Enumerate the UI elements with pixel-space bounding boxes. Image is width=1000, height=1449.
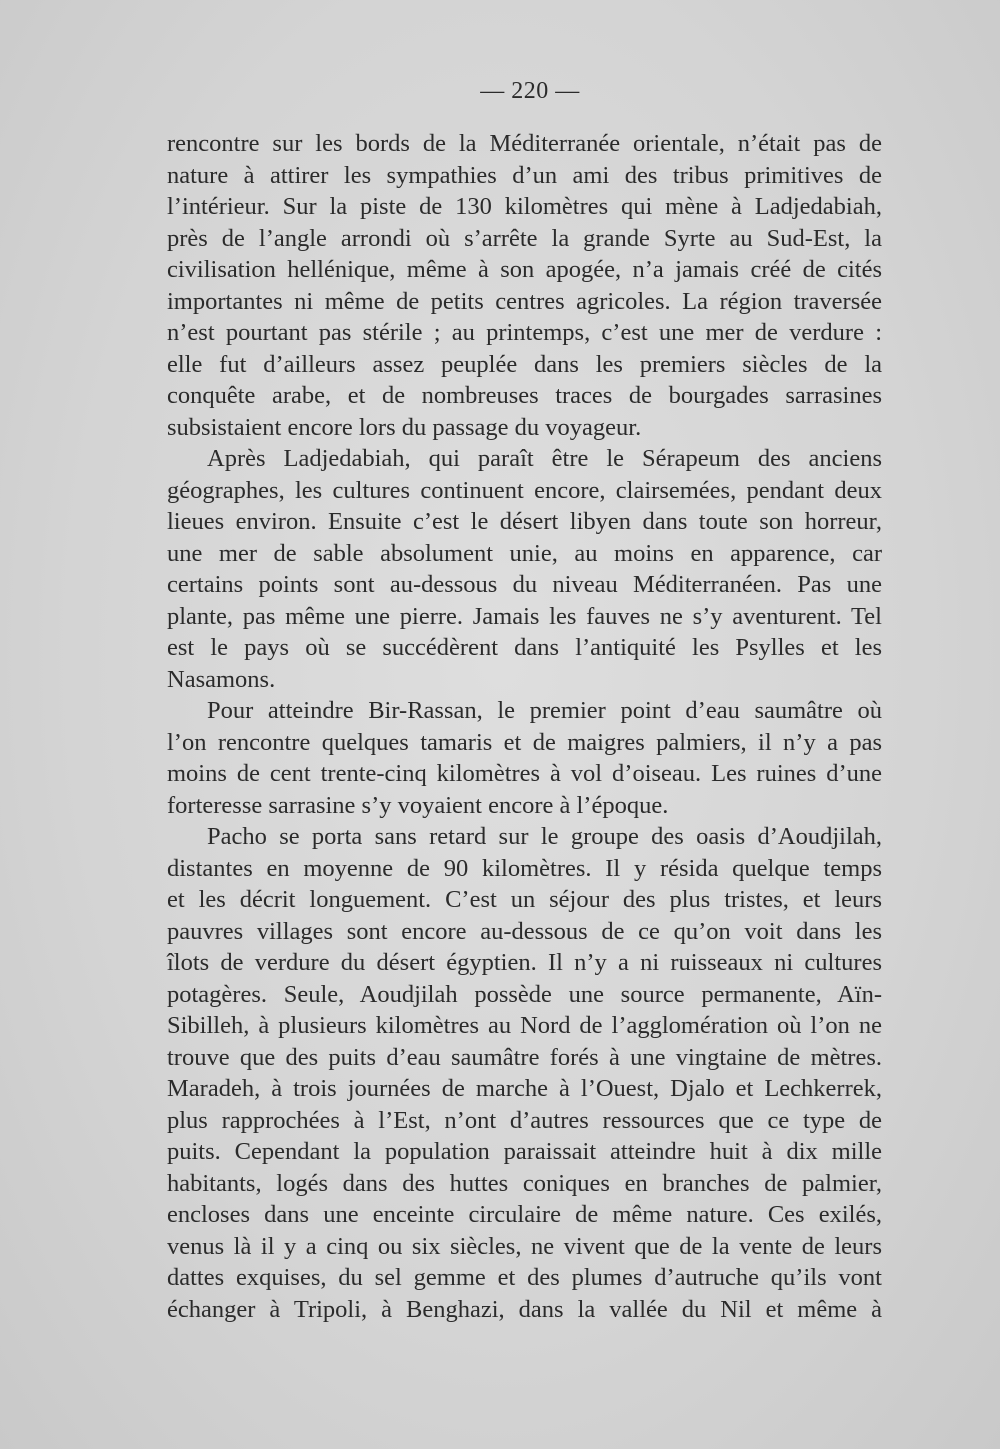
- text-line: plus rapprochées à l’Est, n’ont d’autres ressources que ce type de: [167, 1106, 882, 1134]
- text-line: distantes en moyenne de 90 kilomètres. Il y résida quelque temps: [167, 854, 882, 882]
- text-line: dattes exquises, du sel gemme et des plumes d’autruche qu’ils vont: [167, 1264, 882, 1291]
- text-line: certains points sont au-dessous du niveau Méditerranéen. Pas une: [167, 571, 882, 598]
- text-line: une mer de sable absolument unie, au moins en apparence, car: [167, 539, 882, 567]
- text-line: elle fut d’ailleurs assez peuplée dans les premiers siècles de la: [167, 350, 882, 378]
- text-line: l’intérieur. Sur la piste de 130 kilomètres qui mène à Ladjedabiah,: [167, 193, 882, 220]
- text-line: n’est pourtant pas stérile ; au printemps, c’est une mer de verdure :: [167, 319, 882, 346]
- text-line: échanger à Tripoli, à Benghazi, dans la vallée du Nil et même à: [167, 1295, 882, 1323]
- text-line: plante, pas même une pierre. Jamais les fauves ne s’y aventurent. Tel: [167, 602, 882, 630]
- text-line: civilisation hellénique, même à son apogée, n’a jamais créé de cités: [167, 256, 882, 283]
- text-line: trouve que des puits d’eau saumâtre forés à une vingtaine de mètres.: [167, 1043, 882, 1071]
- text-line: pauvres villages sont encore au-dessous de ce qu’on voit dans les: [167, 917, 882, 945]
- text-line: Maradeh, à trois journées de marche à l’Ouest, Djalo et Lechkerrek,: [167, 1075, 882, 1102]
- text-line: forteresse sarrasine s’y voyaient encore à l’époque.: [167, 791, 669, 819]
- text-line: venus là il y a cinq ou six siècles, ne vivent que de la vente de leurs: [167, 1232, 882, 1260]
- text-line: près de l’angle arrondi où s’arrête la grande Syrte au Sud-Est, la: [167, 224, 882, 252]
- text-line: îlots de verdure du désert égyptien. Il n’y a ni ruisseaux ni cultures: [167, 949, 882, 976]
- text-line: moins de cent trente-cinq kilomètres à vol d’oiseau. Les ruines d’une: [167, 760, 882, 787]
- text-line: Après Ladjedabiah, qui paraît être le Sérapeum des anciens: [207, 445, 882, 472]
- text-line: subsistaient encore lors du passage du voyageur.: [167, 413, 642, 441]
- page-number: — 220 —: [480, 78, 580, 104]
- text-line: Pacho se porta sans retard sur le groupe des oasis d’Aoudjilah,: [207, 823, 882, 850]
- text-line: Pour atteindre Bir-Rassan, le premier point d’eau saumâtre où: [207, 697, 882, 724]
- text-line: Nasamons.: [167, 665, 276, 693]
- text-line: nature à attirer les sympathies d’un ami des tribus primitives de: [167, 161, 882, 189]
- text-line: potagères. Seule, Aoudjilah possède une source permanente, Aïn-: [167, 980, 882, 1008]
- text-line: encloses dans une enceinte circulaire de même nature. Ces exilés,: [167, 1201, 882, 1228]
- text-line: Sibilleh, à plusieurs kilomètres au Nord de l’agglomération où l’on ne: [167, 1012, 882, 1039]
- text-line: rencontre sur les bords de la Méditerranée orientale, n’était pas de: [167, 130, 882, 157]
- text-line: habitants, logés dans des huttes coniques en branches de palmier,: [167, 1169, 882, 1197]
- text-line: géographes, les cultures continuent encore, clairsemées, pendant deux: [167, 476, 882, 504]
- text-line: est le pays où se succédèrent dans l’antiquité les Psylles et les: [167, 634, 882, 661]
- body-text: [167, 128, 882, 1325]
- text-line: puits. Cependant la population paraissait atteindre huit à dix mille: [167, 1138, 882, 1165]
- text-line: et les décrit longuement. C’est un séjour des plus tristes, et leurs: [167, 886, 882, 913]
- text-line: l’on rencontre quelques tamaris et de maigres palmiers, il n’y a pas: [167, 728, 882, 756]
- text-line: conquête arabe, et de nombreuses traces de bourgades sarrasines: [167, 382, 882, 409]
- text-line: lieues environ. Ensuite c’est le désert libyen dans toute son horreur,: [167, 508, 882, 535]
- text-line: importantes ni même de petits centres agricoles. La région traversée: [167, 287, 882, 315]
